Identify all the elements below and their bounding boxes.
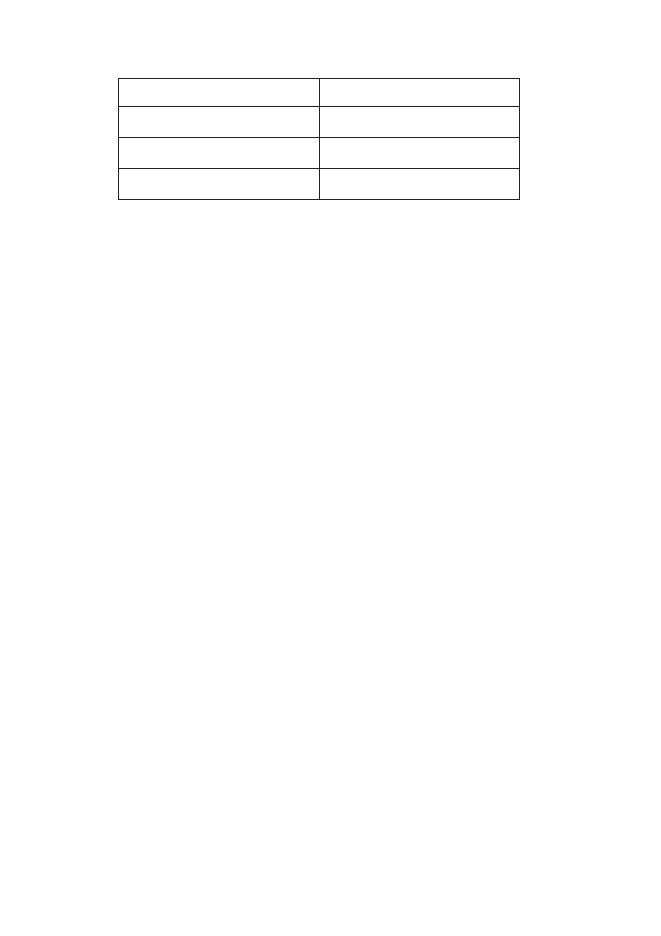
tolerance-table <box>118 78 520 200</box>
column-header-size-c <box>319 79 520 107</box>
cell-size-c <box>319 169 520 200</box>
table-row <box>119 107 520 138</box>
table-row <box>119 138 520 169</box>
cell-nominal <box>119 138 320 169</box>
cell-nominal <box>119 169 320 200</box>
table-row <box>119 169 520 200</box>
cell-size-c <box>319 138 520 169</box>
table-header-row <box>119 79 520 107</box>
cell-size-c <box>319 107 520 138</box>
cell-nominal <box>119 107 320 138</box>
page-content <box>92 64 600 222</box>
column-header-nominal <box>119 79 320 107</box>
